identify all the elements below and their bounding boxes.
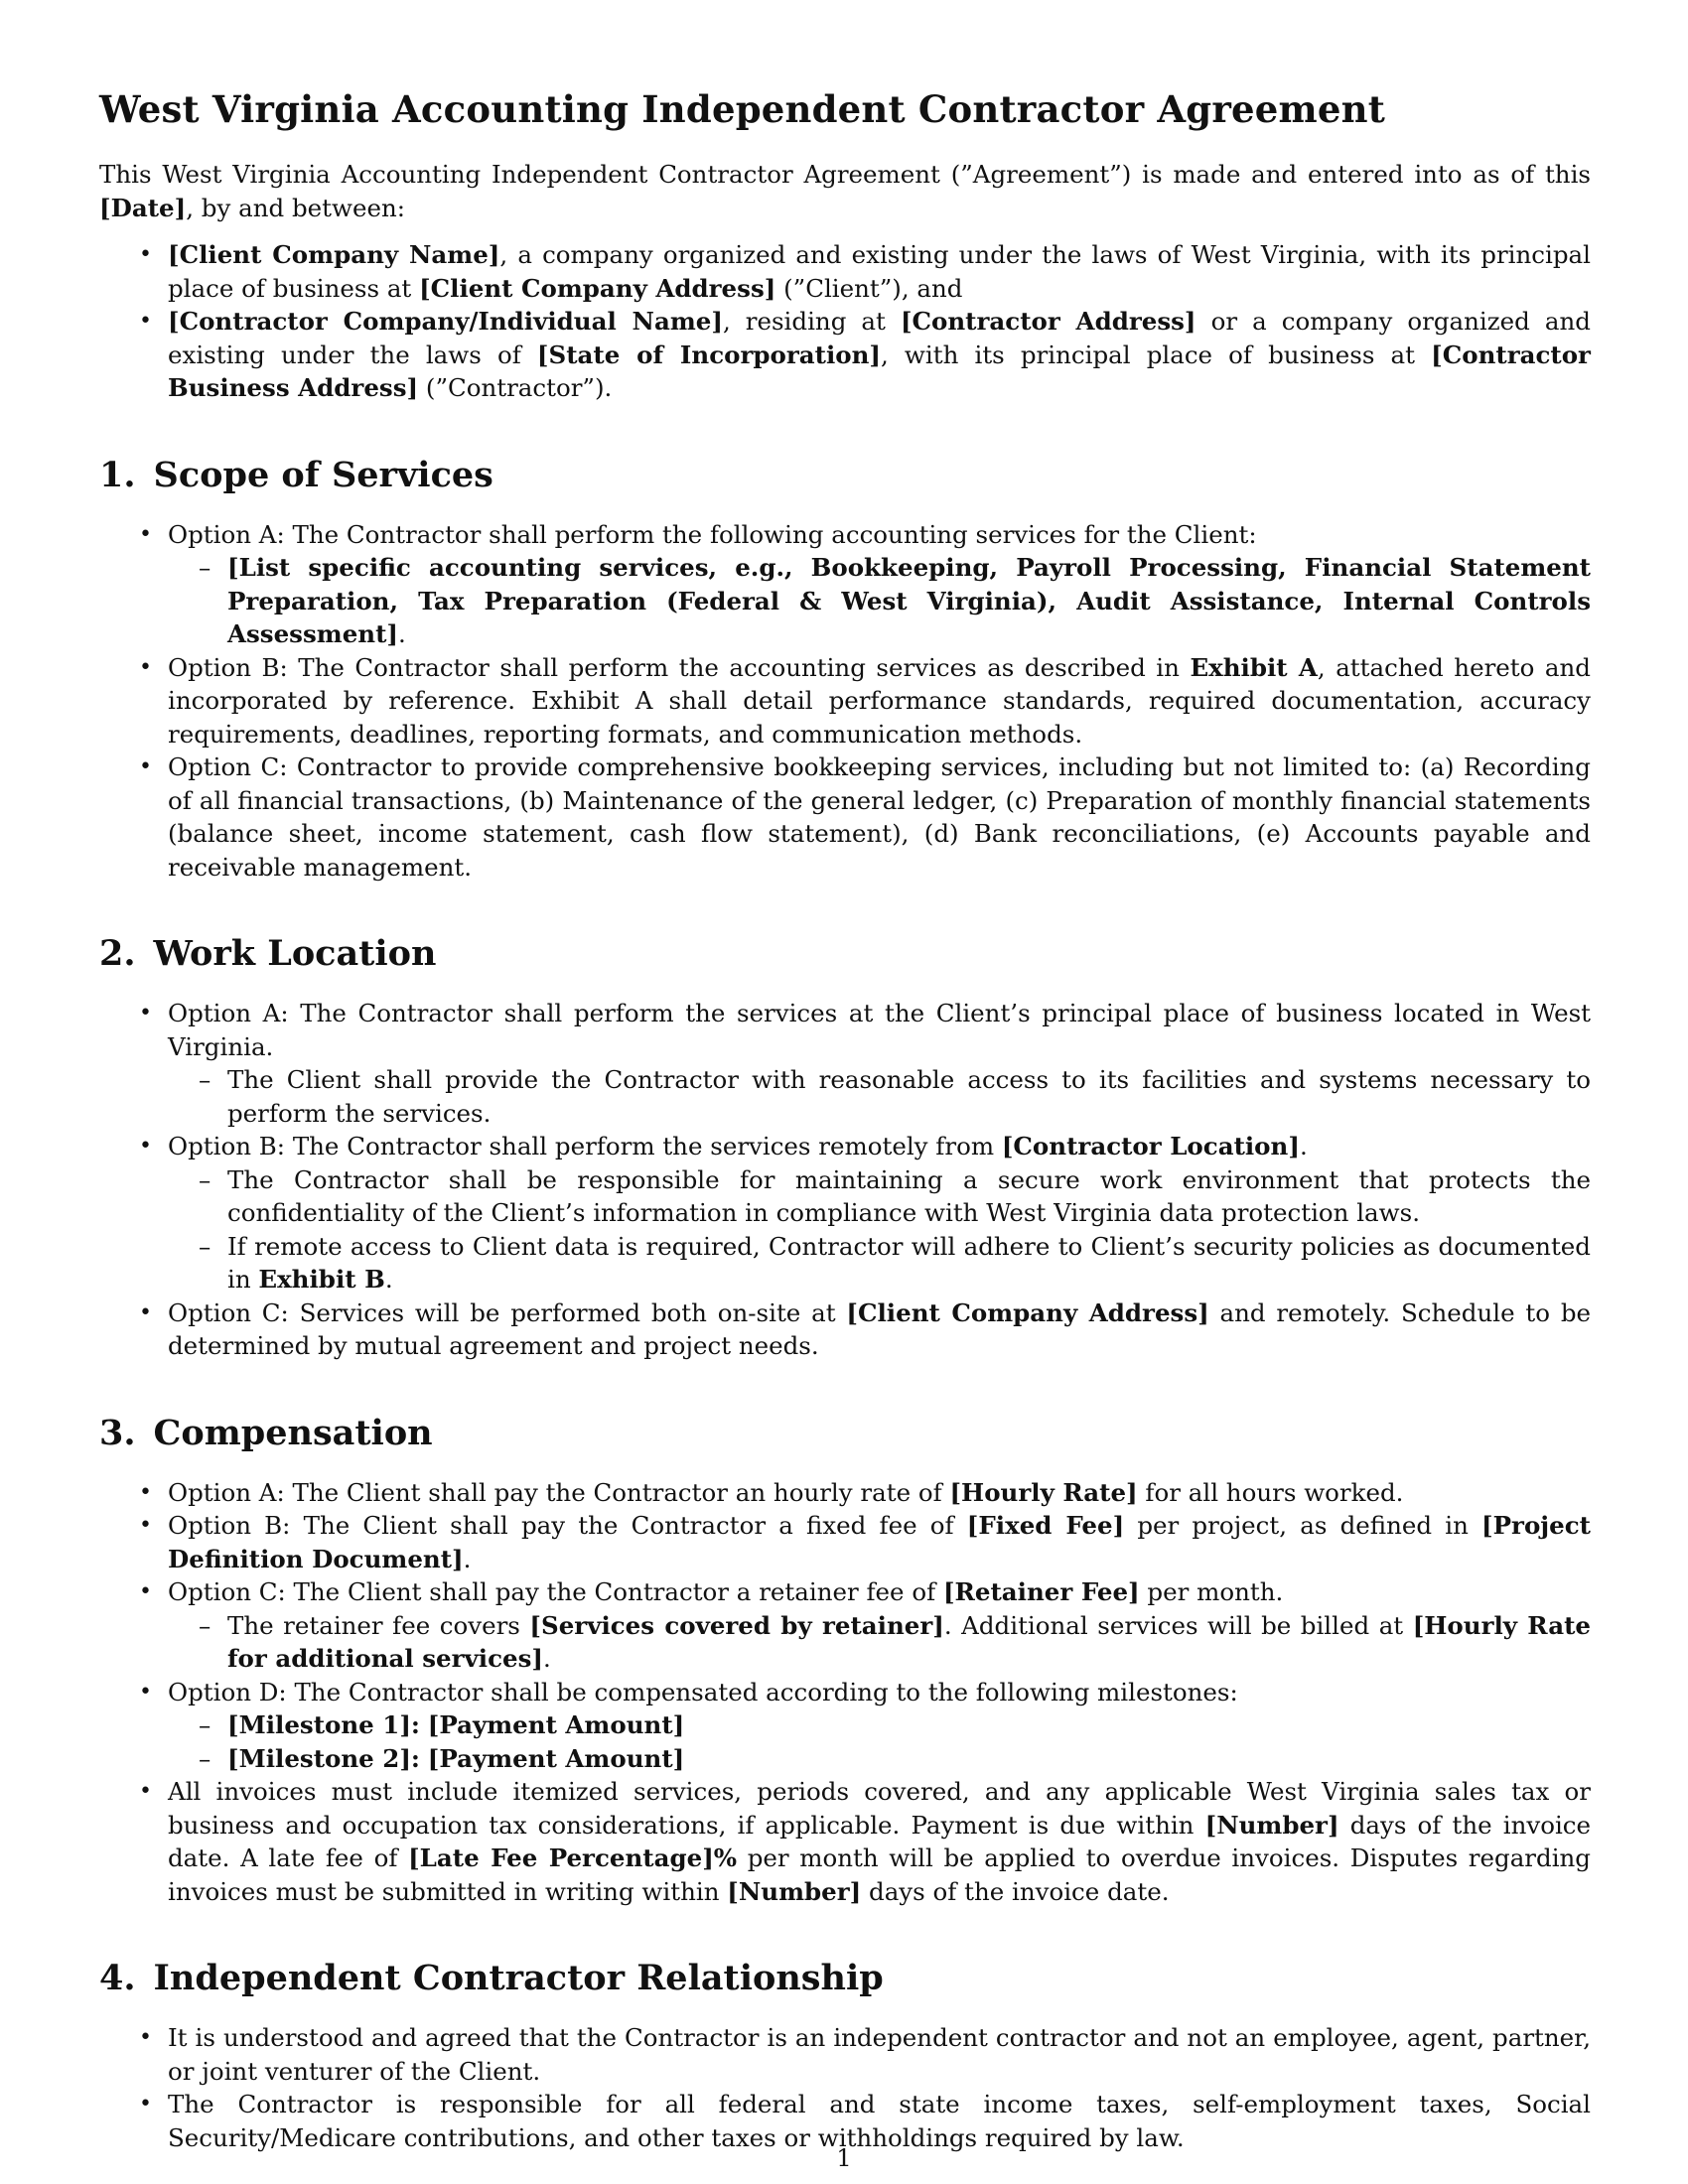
late-fee-field: [Late Fee Percentage]% xyxy=(408,1843,738,1872)
compensation-option-d xyxy=(99,1676,1591,1776)
comp-option-a-text-after: for all hours worked. xyxy=(1137,1477,1404,1507)
invoice-text-4: days of the invoice date. xyxy=(861,1876,1170,1906)
milestone-label: [Milestone 1]: xyxy=(227,1710,420,1739)
location-option-a-subitem: – The Client shall provide the Contractor with reasonable access to its facilities and systems necessary to perform the services. xyxy=(168,1063,1591,1130)
location-option-c-text-after: and remotely. Schedule to be determined by mutual agreement and project needs. xyxy=(168,1297,1591,1360)
contractor-business-address-field: [Contractor Business Address] xyxy=(168,340,1591,402)
date-field: [Date] xyxy=(99,193,187,222)
section-heading-work-location xyxy=(99,931,1591,977)
client-company-address-field: [Client Company Address] xyxy=(846,1297,1209,1327)
client-text-1: , a company organized and existing under the laws of West Virginia, with its principal place of business at xyxy=(168,240,1591,303)
contractor-name-field: [Contractor Company/Individual Name] xyxy=(168,307,723,336)
contractor-address-field: [Contractor Address] xyxy=(900,307,1196,336)
dispute-days-field: [Number] xyxy=(727,1876,862,1906)
contractor-text-2: or a company organized and existing under the laws of xyxy=(168,307,1591,369)
comp-option-a-text-before: Option A: The Client shall pay the Contractor an hourly rate of xyxy=(168,1477,950,1507)
section-heading-relationship xyxy=(99,1956,1591,2001)
intro-paragraph xyxy=(99,158,1591,224)
comp-option-b-text-before: Option B: The Client shall pay the Contractor a fixed fee of xyxy=(168,1511,967,1540)
compensation-option-c-subitem xyxy=(168,1609,1591,1676)
intro-text-after: , by and between: xyxy=(186,193,405,222)
invoice-terms xyxy=(99,1775,1591,1908)
milestone-item xyxy=(168,1742,1591,1776)
compensation-options-list xyxy=(99,1476,1591,1909)
services-list-field: [List specific accounting services, e.g., Bookkeeping, Payroll Processing, Financial Statement Preparation, Tax Preparation (Federal & West Virginia), Audit Assistance, Internal Controls Assessment] xyxy=(227,553,1591,648)
location-option-a xyxy=(99,997,1591,1130)
relationship-list xyxy=(99,2021,1591,2154)
work-location-options-list xyxy=(99,997,1591,1363)
scope-option-a xyxy=(99,518,1591,651)
scope-option-b-text-before: Option B: The Contractor shall perform the accounting services as described in xyxy=(168,652,1191,682)
invoice-text-2: days of the invoice date. A late fee of xyxy=(168,1810,1592,1872)
milestone-item xyxy=(168,1708,1591,1742)
scope-option-b-text-after: , attached hereto and incorporated by reference. Exhibit A shall detail performance standards, required documentation, accuracy requirements, deadlines, reporting formats, and communication methods. xyxy=(168,652,1591,749)
state-of-incorporation-field: [State of Incorporation] xyxy=(536,340,881,369)
location-option-c-text-before: Option C: Services will be performed both on-site at xyxy=(168,1297,847,1327)
page-number: 1 xyxy=(836,2144,852,2172)
location-option-b-text-after: . xyxy=(1299,1132,1308,1160)
invoice-text-1: All invoices must include itemized services, periods covered, and any applicable West Virginia sales tax or business and occupation tax considerations, if applicable. Payment is due within xyxy=(168,1777,1591,1840)
party-contractor xyxy=(99,305,1591,405)
milestone-amount: [Payment Amount] xyxy=(427,1743,685,1773)
contractor-text-3: , with its principal place of business at xyxy=(881,340,1432,369)
exhibit-b-ref: Exhibit B xyxy=(258,1265,385,1294)
intro-text-before: This West Virginia Accounting Independent Contractor Agreement (”Agreement”) is made and entered into as of this xyxy=(99,160,1591,189)
comp-option-c-text-before: Option C: The Client shall pay the Contractor a retainer fee of xyxy=(168,1577,943,1606)
document-content xyxy=(99,85,1591,2154)
section-title: Work Location xyxy=(153,933,437,974)
location-option-b-subitem-2 xyxy=(168,1230,1591,1297)
section-number: 3. xyxy=(99,1412,136,1453)
additional-hourly-rate-field: [Hourly Rate for additional services] xyxy=(227,1610,1592,1673)
milestone-amount: [Payment Amount] xyxy=(427,1710,685,1739)
project-definition-field: [Project Definition Document] xyxy=(168,1511,1591,1573)
services-list-end: . xyxy=(398,619,406,648)
exhibit-a-ref: Exhibit A xyxy=(1190,652,1318,682)
comp-sub-text-before: The retainer fee covers xyxy=(227,1610,530,1640)
party-client xyxy=(99,238,1591,305)
retainer-fee-field: [Retainer Fee] xyxy=(942,1577,1140,1606)
compensation-option-c xyxy=(99,1575,1591,1676)
comp-option-d-text: Option D: The Contractor shall be compensated according to the following milestones: xyxy=(168,1677,1238,1706)
fixed-fee-field: [Fixed Fee] xyxy=(966,1511,1125,1540)
comp-sub-text-after: . xyxy=(542,1644,551,1673)
location-subitem-2-text-after: . xyxy=(384,1265,393,1294)
client-name-field: [Client Company Name] xyxy=(168,240,500,269)
contractor-text-1: , residing at xyxy=(722,307,901,336)
compensation-option-c-sublist xyxy=(168,1609,1591,1676)
section-title: Compensation xyxy=(153,1412,433,1453)
scope-options-list xyxy=(99,518,1591,885)
scope-option-c: • Option C: Contractor to provide comprehensive bookkeeping services, including but not limited to: (a) Recording of all financial transactions, (b) Maintenance of the general ledger, (c) Preparation of monthly financial statements (balance sheet, income statement, cash flow statement), (d) Bank reconciliations, (e) Accounts payable and receivable management. xyxy=(99,751,1591,884)
comp-option-c-text-after: per month. xyxy=(1139,1577,1284,1606)
location-option-b-text-before: Option B: The Contractor shall perform the services remotely from xyxy=(168,1132,1002,1160)
relationship-item-1: • It is understood and agreed that the Contractor is an independent contractor and not an employee, agent, partner, or joint venturer of the Client. xyxy=(99,2021,1591,2088)
section-number: 2. xyxy=(99,933,136,974)
scope-option-a-text: Option A: The Contractor shall perform the following accounting services for the Client: xyxy=(168,519,1257,549)
location-option-a-sublist xyxy=(168,1063,1591,1130)
location-option-b-subitem-1: – The Contractor shall be responsible for maintaining a secure work environment that protects the confidentiality of the Client’s information in compliance with West Virginia data protection laws. xyxy=(168,1163,1591,1230)
services-covered-field: [Services covered by retainer] xyxy=(529,1610,944,1640)
location-option-c xyxy=(99,1297,1591,1363)
milestone-label: [Milestone 2]: xyxy=(227,1743,420,1773)
location-option-a-text: Option A: The Contractor shall perform the services at the Client’s principal place of business located in West Virginia. xyxy=(168,999,1591,1061)
scope-option-a-sublist xyxy=(168,551,1591,651)
relationship-item-2: • The Contractor is responsible for all federal and state income taxes, self-employment taxes, Social Security/Medicare contributions, and other taxes or withholdings required by law. xyxy=(99,2088,1591,2154)
section-title: Independent Contractor Relationship xyxy=(153,1958,884,1998)
milestones-list xyxy=(168,1708,1591,1775)
comp-option-b-text-mid: per project, as defined in xyxy=(1124,1511,1482,1540)
invoice-text-3: per month will be applied to overdue invoices. Disputes regarding invoices must be submitted in writing within xyxy=(168,1843,1591,1906)
compensation-option-a xyxy=(99,1476,1591,1510)
location-option-b xyxy=(99,1130,1591,1297)
parties-list xyxy=(99,238,1591,405)
document-title: West Virginia Accounting Independent Contractor Agreement xyxy=(99,87,1385,131)
contractor-text-4: (”Contractor”). xyxy=(418,373,613,402)
client-text-2: (”Client”), and xyxy=(775,273,963,303)
section-number: 4. xyxy=(99,1958,136,1998)
scope-option-a-subitem xyxy=(168,551,1591,651)
contractor-location-field: [Contractor Location] xyxy=(1001,1132,1300,1160)
comp-sub-text-mid: . Additional services will be billed at xyxy=(943,1610,1413,1640)
comp-option-b-text-after: . xyxy=(463,1544,472,1573)
location-subitem-2-text-before: If remote access to Client data is required, Contractor will adhere to Client’s security policies as documented in xyxy=(227,1231,1591,1294)
compensation-option-b xyxy=(99,1509,1591,1575)
payment-days-field: [Number] xyxy=(1204,1810,1339,1840)
section-number: 1. xyxy=(99,454,136,495)
location-option-b-sublist xyxy=(168,1163,1591,1297)
section-title: Scope of Services xyxy=(153,454,493,495)
hourly-rate-field: [Hourly Rate] xyxy=(949,1477,1138,1507)
section-heading-compensation xyxy=(99,1411,1591,1456)
scope-option-b xyxy=(99,651,1591,751)
client-address-field: [Client Company Address] xyxy=(419,273,776,303)
section-heading-scope xyxy=(99,453,1591,498)
